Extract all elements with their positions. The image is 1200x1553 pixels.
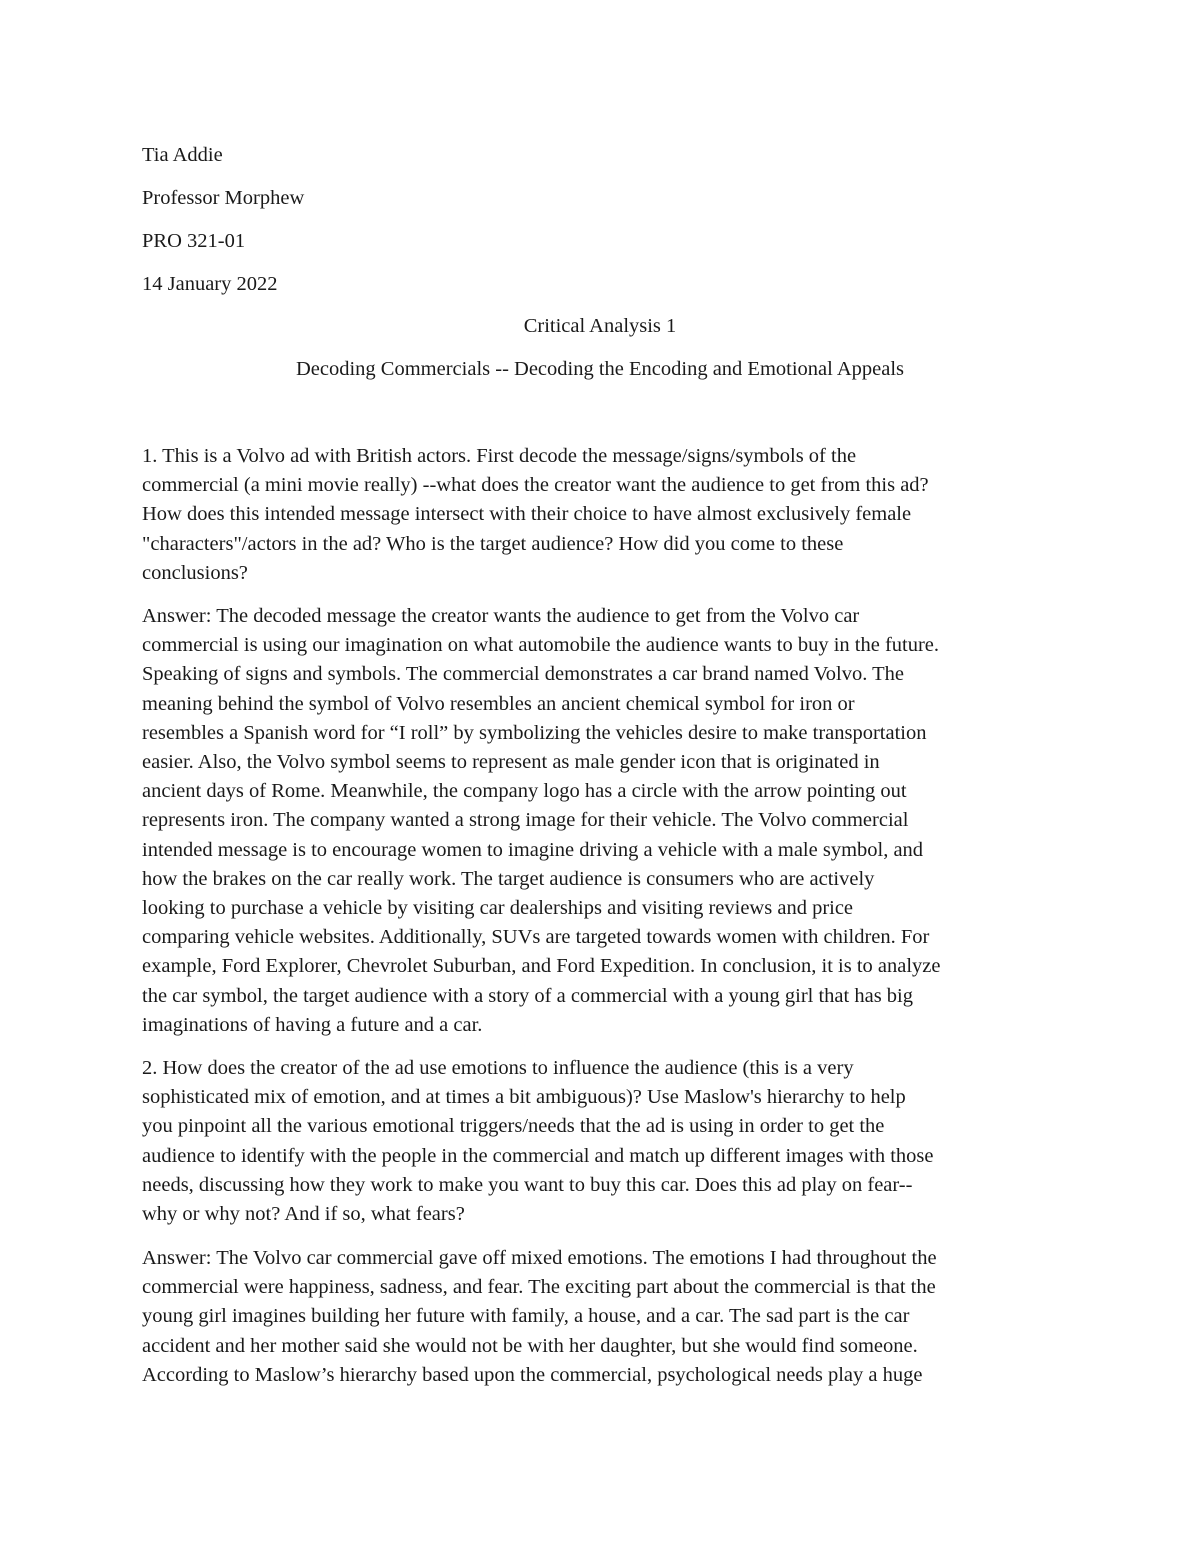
text-line: commercial is using our imagination on what automobile the audience wants to buy in the future. xyxy=(142,634,940,657)
text-line: how the brakes on the car really work. The target audience is consumers who are actively xyxy=(142,867,875,890)
text-line: ancient days of Rome. Meanwhile, the company logo has a circle with the arrow pointing out xyxy=(142,780,907,803)
text-line: resembles a Spanish word for “I roll” by symbolizing the vehicles desire to make transportation xyxy=(142,721,927,744)
text-line: commercial were happiness, sadness, and fear. The exciting part about the commercial is that the xyxy=(142,1276,936,1299)
text-line: represents iron. The company wanted a strong image for their vehicle. The Volvo commercial xyxy=(142,809,909,832)
question-1 xyxy=(142,442,1072,588)
student-name: Tia Addie xyxy=(142,144,223,166)
text-line: accident and her mother said she would not be with her daughter, but she would find someone. xyxy=(142,1334,918,1357)
text-line: 2. How does the creator of the ad use emotions to influence the audience (this is a very xyxy=(142,1057,854,1079)
document-title: Critical Analysis 1 xyxy=(523,315,677,337)
text-line: easier. Also, the Volvo symbol seems to represent as male gender icon that is originated in xyxy=(142,751,880,774)
text-line: the car symbol, the target audience with a story of a commercial with a young girl that has big xyxy=(142,984,913,1007)
text-line: example, Ford Explorer, Chevrolet Suburban, and Ford Expedition. In conclusion, it is to analyze xyxy=(142,955,941,978)
document-date: 14 January 2022 xyxy=(142,273,278,295)
answer-2 xyxy=(142,1244,1072,1390)
text-line: young girl imagines building her future with family, a house, and a car. The sad part is the car xyxy=(142,1305,910,1328)
text-line: imaginations of having a future and a car. xyxy=(142,1013,483,1036)
professor-name: Professor Morphew xyxy=(142,187,305,209)
question-2 xyxy=(142,1054,1072,1229)
text-line: intended message is to encourage women to imagine driving a vehicle with a male symbol, and xyxy=(142,838,924,861)
text-line: "characters"/actors in the ad? Who is the target audience? How did you come to these xyxy=(142,532,844,555)
document-subtitle: Decoding Commercials -- Decoding the Encoding and Emotional Appeals xyxy=(295,358,904,380)
text-line: Answer: The Volvo car commercial gave off mixed emotions. The emotions I had throughout the xyxy=(142,1247,937,1269)
text-line: looking to purchase a vehicle by visiting car dealerships and visiting reviews and price xyxy=(142,897,854,920)
text-line: comparing vehicle websites. Additionally, SUVs are targeted towards women with children. For xyxy=(142,926,930,949)
text-line: conclusions? xyxy=(142,561,248,584)
text-line: why or why not? And if so, what fears? xyxy=(142,1203,465,1226)
text-line: How does this intended message intersect with their choice to have almost exclusively female xyxy=(142,503,912,526)
text-line: sophisticated mix of emotion, and at times a bit ambiguous)? Use Maslow's hierarchy to help xyxy=(142,1086,906,1109)
text-line: Answer: The decoded message the creator wants the audience to get from the Volvo car xyxy=(142,605,860,627)
text-line: 1. This is a Volvo ad with British actors. First decode the message/signs/symbols of the xyxy=(142,445,857,467)
course-code: PRO 321-01 xyxy=(142,230,246,252)
text-line: meaning behind the symbol of Volvo resembles an ancient chemical symbol for iron or xyxy=(142,692,855,715)
text-line: commercial (a mini movie really) --what does the creator want the audience to get from this ad? xyxy=(142,474,929,497)
text-line: needs, discussing how they work to make you want to buy this car. Does this ad play on fear-- xyxy=(142,1173,913,1196)
text-line: Speaking of signs and symbols. The commercial demonstrates a car brand named Volvo. The xyxy=(142,663,904,686)
text-line: According to Maslow’s hierarchy based upon the commercial, psychological needs play a huge xyxy=(142,1363,923,1386)
text-line: you pinpoint all the various emotional triggers/needs that the ad is using in order to get the xyxy=(142,1115,885,1138)
text-line: audience to identify with the people in the commercial and match up different images with those xyxy=(142,1144,934,1167)
answer-1 xyxy=(142,602,1072,1040)
